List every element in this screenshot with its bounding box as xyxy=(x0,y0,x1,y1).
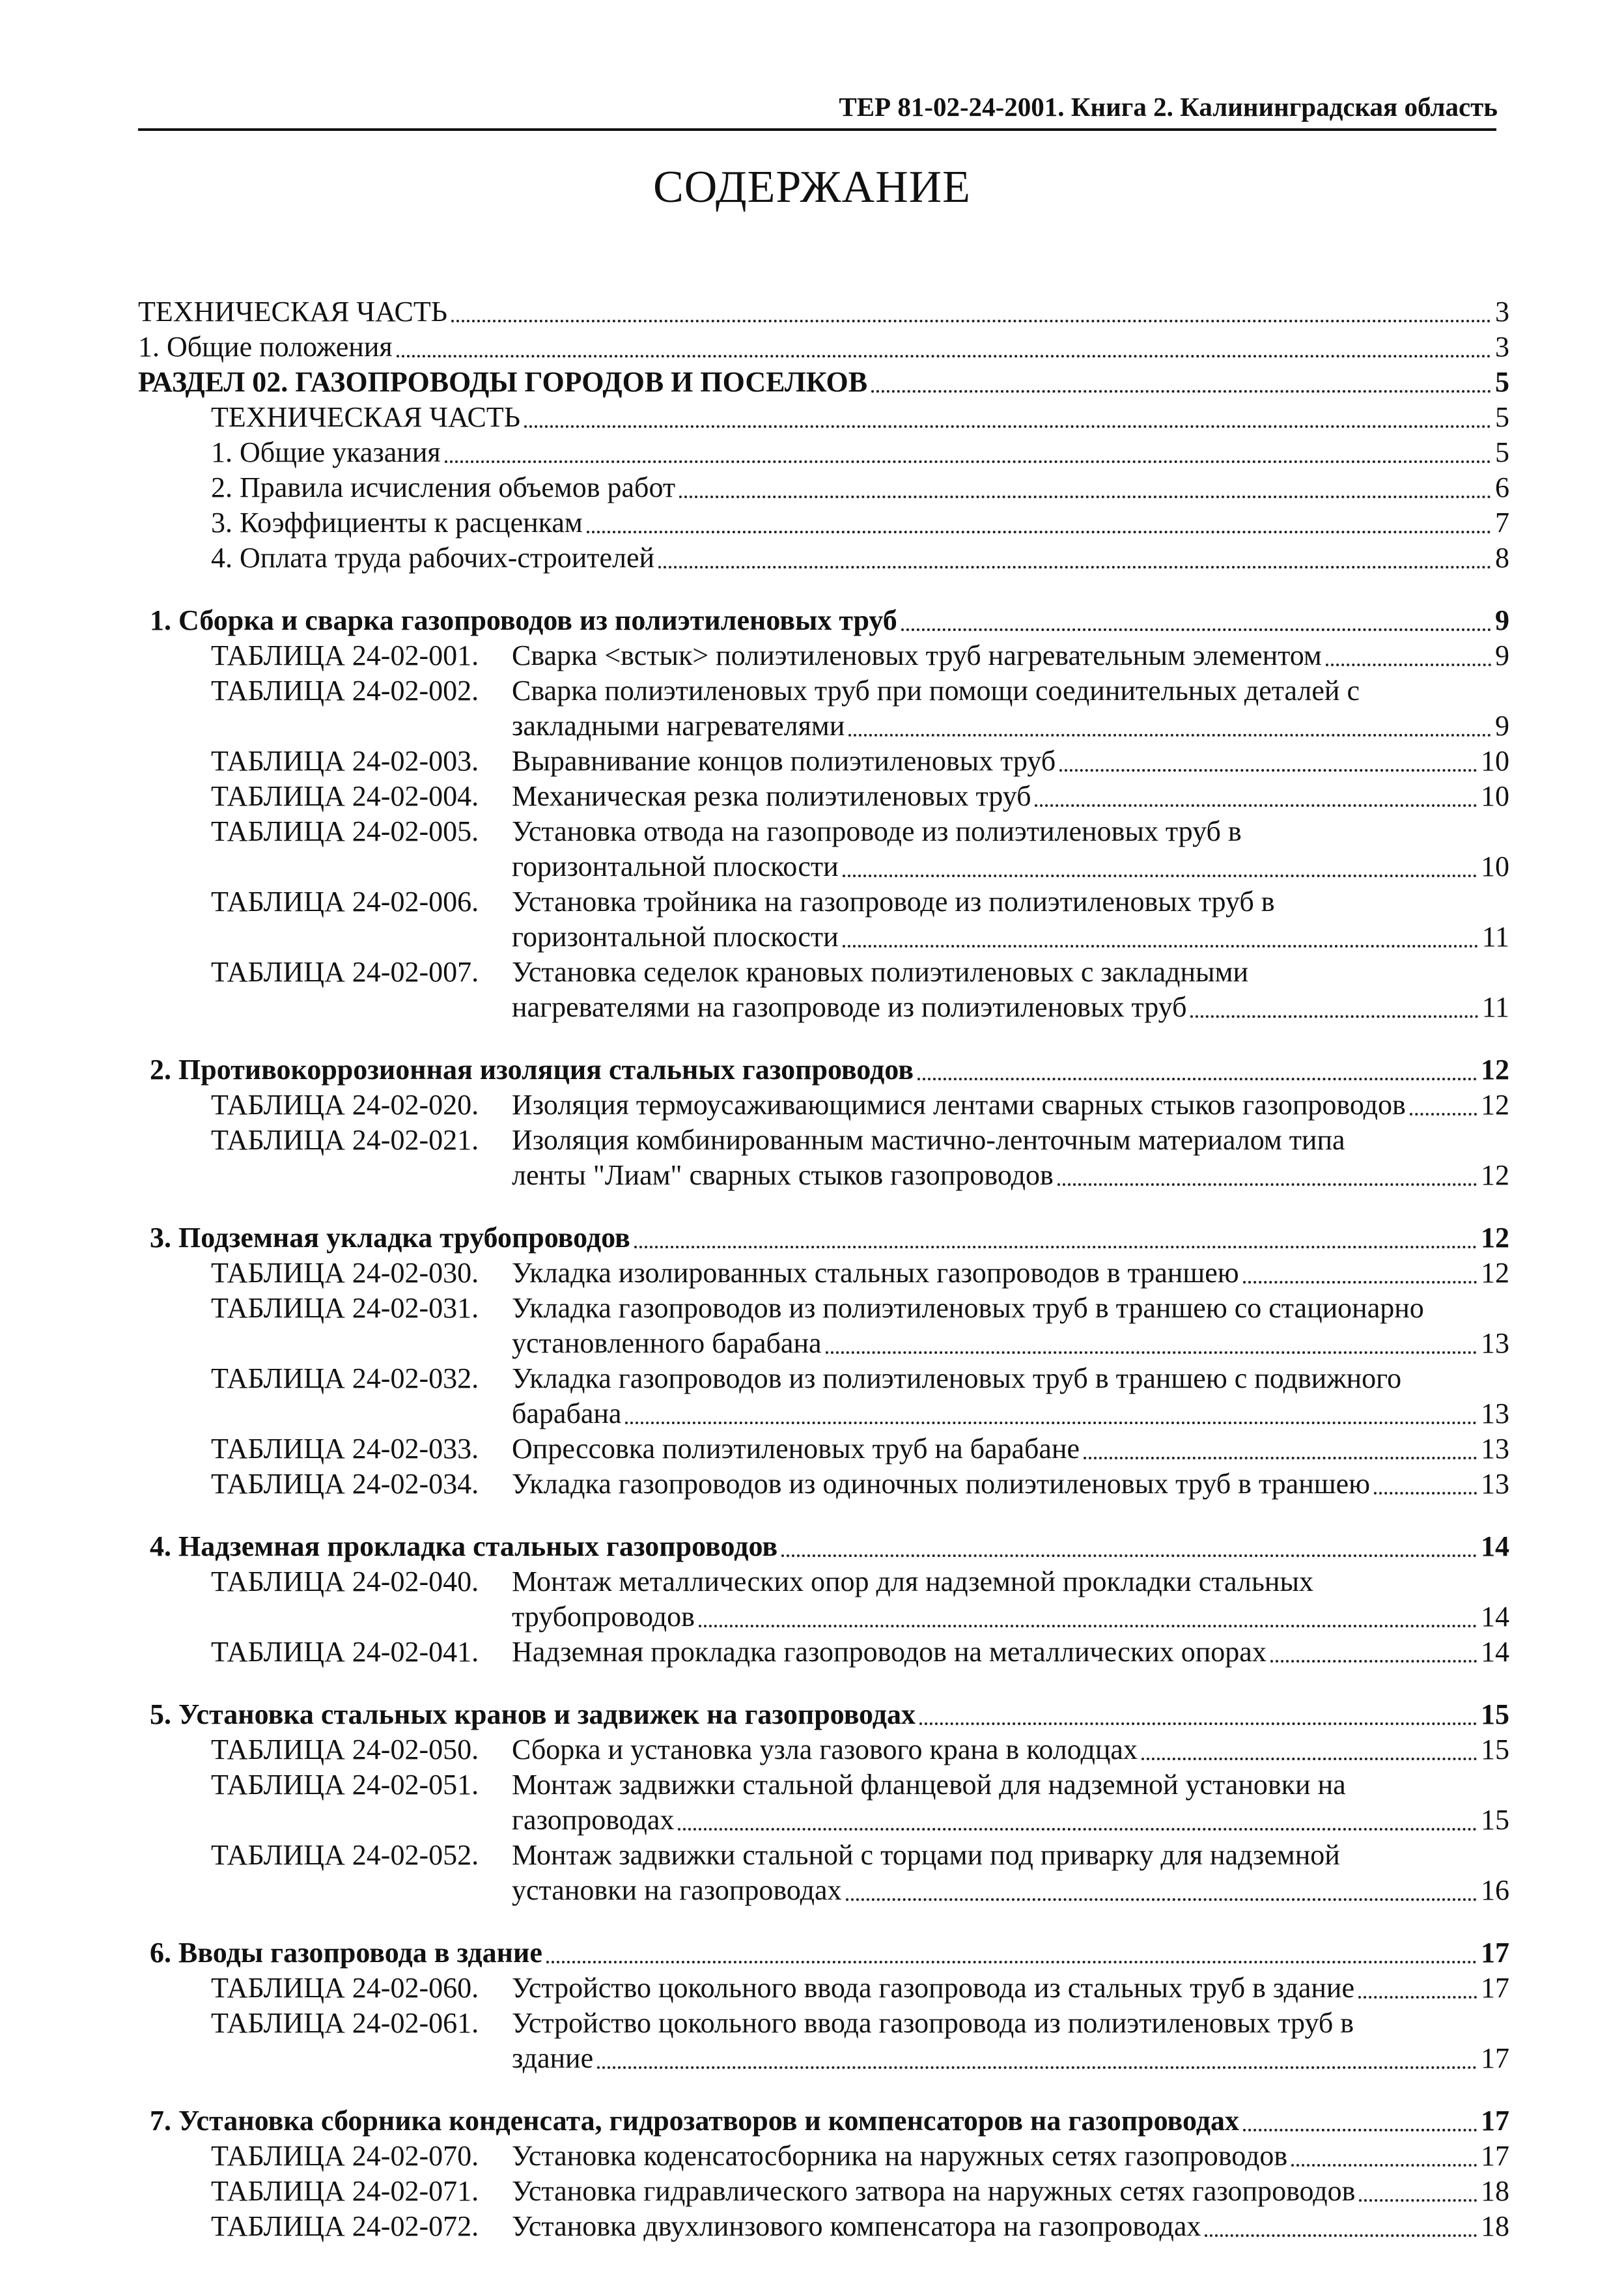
table-number-label: ТАБЛИЦА 24-02-034. xyxy=(211,1468,479,1500)
toc-entry-line xyxy=(150,603,1509,638)
table-number-label: ТАБЛИЦА 24-02-030. xyxy=(211,1257,479,1289)
table-number-label: ТАБЛИЦА 24-02-061. xyxy=(211,2007,479,2039)
table-number-label: ТАБЛИЦА 24-02-070. xyxy=(211,2140,479,2172)
toc-page-number: 11 xyxy=(1481,921,1509,953)
toc-entry xyxy=(138,849,1509,884)
toc-entry-text: 7. Установка сборника конденсата, гидрозатворов и компенсаторов на газопроводах xyxy=(150,2105,1239,2137)
toc-entry-line xyxy=(512,1088,1509,1123)
toc-entry xyxy=(138,2041,1509,2076)
dot-leader xyxy=(397,355,1491,358)
toc-entry-text: Установка коденсатосборника на наружных сетях газопроводов xyxy=(512,2140,1288,2172)
toc-entry-text: Установка седелок крановых полиэтиленовых с закладными xyxy=(512,956,1249,988)
dot-leader xyxy=(848,734,1491,737)
toc-page-number: 16 xyxy=(1481,1874,1509,1906)
toc-page-number: 10 xyxy=(1481,850,1509,882)
toc-entry-text: 2. Правила исчисления объемов работ xyxy=(211,471,676,503)
toc-table-entry xyxy=(138,1564,1509,1599)
toc-entry-line xyxy=(512,673,1509,709)
toc-entry-line xyxy=(150,1935,1509,1971)
toc-table-entry xyxy=(138,1291,1509,1326)
toc-page-number: 12 xyxy=(1481,1222,1509,1254)
toc-page-number: 13 xyxy=(1481,1327,1509,1359)
toc-entry xyxy=(138,1158,1509,1193)
toc-entry-line xyxy=(512,1158,1509,1193)
toc-page-number: 12 xyxy=(1481,1054,1509,1086)
toc-page-number: 9 xyxy=(1495,710,1509,742)
toc-entry-text: 3. Подземная укладка трубопроводов xyxy=(150,1222,630,1254)
toc-page-number: 10 xyxy=(1481,780,1509,812)
toc-entry xyxy=(138,435,1509,470)
dot-leader xyxy=(1084,1457,1477,1459)
toc-table-entry xyxy=(138,1971,1509,2006)
toc-entry-text: 1. Общие положения xyxy=(138,331,393,363)
toc-entry-text: Укладка газопроводов из полиэтиленовых труб в траншею с подвижного xyxy=(512,1362,1402,1394)
toc-entry-text: Сварка полиэтиленовых труб при помощи соединительных деталей с xyxy=(512,675,1360,707)
toc-entry-line xyxy=(512,1396,1509,1431)
toc-entry-line xyxy=(512,1361,1509,1396)
toc-entry-line xyxy=(512,1635,1509,1670)
toc-entry-line xyxy=(512,1123,1509,1158)
table-number-label: ТАБЛИЦА 24-02-001. xyxy=(211,639,479,671)
toc-page-number: 12 xyxy=(1481,1159,1509,1191)
toc-entry-text: ТЕХНИЧЕСКАЯ ЧАСТЬ xyxy=(211,401,521,433)
toc-entry-line xyxy=(512,884,1509,920)
toc-table-entry xyxy=(138,1361,1509,1396)
toc-entry-line xyxy=(512,2209,1509,2244)
toc-entry xyxy=(138,330,1509,365)
table-number-label: ТАБЛИЦА 24-02-033. xyxy=(211,1433,479,1465)
toc-table-entry xyxy=(138,1431,1509,1467)
toc-entry-line xyxy=(512,744,1509,779)
dot-leader xyxy=(901,628,1491,631)
toc-entry-text: Механическая резка полиэтиленовых труб xyxy=(512,780,1031,812)
toc-page-number: 17 xyxy=(1481,2140,1509,2172)
toc-table-entry xyxy=(138,1088,1509,1123)
toc-table-entry xyxy=(138,2174,1509,2209)
toc-page-number: 15 xyxy=(1481,1734,1509,1765)
toc-entry-line xyxy=(512,2139,1509,2174)
dot-leader xyxy=(678,1828,1477,1831)
dot-leader xyxy=(1190,1015,1477,1018)
toc-page-number: 10 xyxy=(1481,745,1509,777)
toc-entry-text: Монтаж металлических опор для надземной прокладки стальных xyxy=(512,1566,1314,1597)
toc-entry-text: нагревателями на газопроводе из полиэтиленовых труб xyxy=(512,991,1187,1023)
toc-entry-text: Выравнивание концов полиэтиленовых труб xyxy=(512,745,1056,777)
toc-entry-text: газопроводах xyxy=(512,1804,675,1836)
toc-entry xyxy=(138,990,1509,1025)
toc-entry-line xyxy=(512,814,1509,849)
dot-leader xyxy=(587,531,1491,533)
toc-entry-line xyxy=(138,294,1509,330)
toc-entry-text: 2. Противокоррозионная изоляция стальных газопроводов xyxy=(150,1054,914,1086)
toc-entry-text: Сварка <встык> полиэтиленовых труб нагревательным элементом xyxy=(512,639,1322,671)
header-rule xyxy=(138,128,1496,131)
toc-entry xyxy=(138,294,1509,330)
toc-page-number: 11 xyxy=(1481,991,1509,1023)
toc-entry xyxy=(138,920,1509,955)
toc-section-heading xyxy=(138,1697,1509,1732)
toc-entry-line xyxy=(512,1732,1509,1767)
toc-page-number: 13 xyxy=(1481,1468,1509,1500)
toc-entry-line xyxy=(512,1767,1509,1803)
toc-page-number: 14 xyxy=(1481,1601,1509,1633)
toc-table-entry xyxy=(138,1635,1509,1670)
toc-entry xyxy=(138,1599,1509,1635)
toc-entry-line xyxy=(512,990,1509,1025)
toc-table-entry xyxy=(138,955,1509,990)
toc-page-number: 17 xyxy=(1481,1937,1509,1969)
toc-page-number: 17 xyxy=(1481,1972,1509,2004)
toc-page-number: 14 xyxy=(1481,1636,1509,1668)
toc-entry xyxy=(138,1803,1509,1838)
toc-entry-text: 4. Оплата труда рабочих-строителей xyxy=(211,542,655,574)
toc-entry-line xyxy=(150,1220,1509,1256)
toc-page-number: 15 xyxy=(1481,1804,1509,1836)
dot-leader xyxy=(1035,804,1477,807)
dot-leader xyxy=(1243,1281,1477,1284)
toc-table-entry xyxy=(138,1256,1509,1291)
table-number-label: ТАБЛИЦА 24-02-021. xyxy=(211,1124,479,1156)
toc-entry-line xyxy=(512,849,1509,884)
toc-entry-line xyxy=(150,1052,1509,1088)
table-number-label: ТАБЛИЦА 24-02-040. xyxy=(211,1566,479,1597)
toc-page-number: 7 xyxy=(1495,507,1509,539)
table-number-label: ТАБЛИЦА 24-02-052. xyxy=(211,1839,479,1871)
table-number-label: ТАБЛИЦА 24-02-031. xyxy=(211,1292,479,1324)
toc-entry-text: трубопроводов xyxy=(512,1601,695,1633)
toc-page-number: 13 xyxy=(1481,1433,1509,1465)
toc-entry-line xyxy=(512,709,1509,744)
toc-entry-line xyxy=(512,955,1509,990)
toc-entry-text: ТЕХНИЧЕСКАЯ ЧАСТЬ xyxy=(138,296,448,328)
toc-entry-text: закладными нагревателями xyxy=(512,710,845,742)
table-number-label: ТАБЛИЦА 24-02-032. xyxy=(211,1362,479,1394)
toc-table-entry xyxy=(138,744,1509,779)
table-of-contents xyxy=(138,294,1509,2244)
toc-entry-line xyxy=(512,1873,1509,1908)
toc-entry-text: 1. Общие указания xyxy=(211,436,441,468)
dot-leader xyxy=(1291,2164,1477,2167)
toc-entry-text: Устройство цокольного ввода газопровода из полиэтиленовых труб в xyxy=(512,2007,1354,2039)
toc-entry-text: Установка гидравлического затвора на наружных сетях газопроводов xyxy=(512,2175,1356,2207)
toc-entry-text: Изоляция комбинированным мастично-ленточным материалом типа xyxy=(512,1124,1345,1156)
toc-page-number: 3 xyxy=(1495,331,1509,363)
toc-table-entry xyxy=(138,673,1509,709)
dot-leader xyxy=(445,460,1491,463)
dot-leader xyxy=(1270,1660,1477,1663)
toc-entry-line xyxy=(512,1256,1509,1291)
toc-page-number: 9 xyxy=(1495,604,1509,636)
dot-leader xyxy=(1359,2199,1477,2202)
dot-leader xyxy=(658,566,1491,569)
toc-section-heading xyxy=(138,603,1509,638)
toc-entry-text: Надземная прокладка газопроводов на металлических опорах xyxy=(512,1636,1267,1668)
running-header: ТЕР 81-02-24-2001. Книга 2. Калининградская область xyxy=(839,92,1498,122)
toc-entry-line xyxy=(512,1326,1509,1361)
dot-leader xyxy=(919,1722,1477,1725)
toc-table-entry xyxy=(138,1123,1509,1158)
toc-entry-text: Установка тройника на газопроводе из полиэтиленовых труб в xyxy=(512,886,1275,918)
dot-leader xyxy=(597,2066,1477,2069)
toc-entry-line xyxy=(512,920,1509,955)
toc-entry-line xyxy=(211,470,1509,505)
toc-entry-line xyxy=(211,541,1509,576)
dot-leader xyxy=(625,1422,1477,1424)
toc-page-number: 15 xyxy=(1481,1698,1509,1730)
toc-page-number: 13 xyxy=(1481,1397,1509,1429)
table-number-label: ТАБЛИЦА 24-02-020. xyxy=(211,1089,479,1121)
toc-page-number: 12 xyxy=(1481,1089,1509,1121)
toc-entry-text: горизонтальной плоскости xyxy=(512,850,839,882)
dot-leader xyxy=(1326,664,1491,666)
table-number-label: ТАБЛИЦА 24-02-003. xyxy=(211,745,479,777)
toc-page-number: 8 xyxy=(1495,542,1509,574)
toc-table-entry xyxy=(138,814,1509,849)
toc-entry xyxy=(138,541,1509,576)
toc-entry-line xyxy=(150,1697,1509,1732)
dot-leader xyxy=(843,875,1477,877)
toc-section-heading xyxy=(138,365,1509,400)
toc-table-entry xyxy=(138,2209,1509,2244)
toc-page-number: 5 xyxy=(1495,436,1509,468)
toc-entry-line xyxy=(138,365,1509,400)
table-number-label: ТАБЛИЦА 24-02-051. xyxy=(211,1769,479,1801)
dot-leader xyxy=(781,1554,1477,1557)
toc-entry-line xyxy=(512,2006,1509,2041)
dot-leader xyxy=(871,390,1491,393)
toc-entry-text: Монтаж задвижки стальной фланцевой для надземной установки на xyxy=(512,1769,1346,1801)
dot-leader xyxy=(843,945,1478,948)
toc-entry-text: Укладка газопроводов из одиночных полиэтиленовых труб в траншею xyxy=(512,1468,1371,1500)
toc-entry-text: Изоляция термоусаживающимися лентами сварных стыков газопроводов xyxy=(512,1089,1406,1121)
toc-entry-line xyxy=(512,779,1509,814)
toc-table-entry xyxy=(138,884,1509,920)
toc-entry-line xyxy=(512,1838,1509,1873)
toc-entry xyxy=(138,400,1509,435)
toc-entry-text: Укладка изолированных стальных газопроводов в траншею xyxy=(512,1257,1239,1289)
toc-entry xyxy=(138,1326,1509,1361)
toc-section-heading xyxy=(138,1220,1509,1256)
toc-page-number: 12 xyxy=(1481,1257,1509,1289)
dot-leader xyxy=(917,1078,1477,1080)
dot-leader xyxy=(451,320,1491,322)
toc-section-heading xyxy=(138,1052,1509,1088)
table-number-label: ТАБЛИЦА 24-02-060. xyxy=(211,1972,479,2004)
dot-leader xyxy=(1205,2234,1477,2237)
toc-entry xyxy=(138,1873,1509,1908)
toc-section-heading xyxy=(138,1529,1509,1564)
dot-leader xyxy=(1358,1996,1477,1999)
toc-table-entry xyxy=(138,1838,1509,1873)
page-title: СОДЕРЖАНИЕ xyxy=(653,162,971,212)
toc-entry-text: 5. Установка стальных кранов и задвижек на газопроводах xyxy=(150,1698,916,1730)
dot-leader xyxy=(1059,769,1477,772)
toc-entry xyxy=(138,470,1509,505)
toc-entry xyxy=(138,709,1509,744)
toc-entry-line xyxy=(512,1971,1509,2006)
dot-leader xyxy=(546,1961,1477,1963)
toc-entry-text: 6. Вводы газопровода в здание xyxy=(150,1937,542,1969)
toc-entry-text: Опрессовка полиэтиленовых труб на барабане xyxy=(512,1433,1080,1465)
toc-page-number: 5 xyxy=(1495,401,1509,433)
toc-table-entry xyxy=(138,2139,1509,2174)
toc-entry-text: 3. Коэффициенты к расценкам xyxy=(211,507,583,539)
toc-entry-line xyxy=(150,1529,1509,1564)
toc-entry-line xyxy=(138,330,1509,365)
dot-leader xyxy=(846,1898,1477,1901)
toc-entry-line xyxy=(150,2103,1509,2139)
toc-entry-text: барабана xyxy=(512,1397,622,1429)
toc-entry-line xyxy=(211,435,1509,470)
toc-entry-line xyxy=(211,400,1509,435)
toc-entry-line xyxy=(211,505,1509,541)
toc-entry-text: РАЗДЕЛ 02. ГАЗОПРОВОДЫ ГОРОДОВ И ПОСЕЛКОВ xyxy=(138,366,868,398)
toc-table-entry xyxy=(138,638,1509,673)
toc-entry-text: установленного барабана xyxy=(512,1327,822,1359)
toc-entry-text: Монтаж задвижки стальной с торцами под приварку для надземной xyxy=(512,1839,1340,1871)
toc-section-heading xyxy=(138,2103,1509,2139)
dot-leader xyxy=(1141,1758,1477,1760)
dot-leader xyxy=(699,1625,1477,1627)
toc-table-entry xyxy=(138,1467,1509,1502)
toc-entry-text: 1. Сборка и сварка газопроводов из полиэтиленовых труб xyxy=(150,604,897,636)
toc-entry-line xyxy=(512,1803,1509,1838)
toc-entry-text: 4. Надземная прокладка стальных газопроводов xyxy=(150,1530,778,1562)
dot-leader xyxy=(634,1246,1477,1248)
toc-entry-line xyxy=(512,2041,1509,2076)
toc-entry-text: Укладка газопроводов из полиэтиленовых труб в траншею со стационарно xyxy=(512,1292,1424,1324)
dot-leader xyxy=(1374,1492,1477,1495)
toc-entry xyxy=(138,1396,1509,1431)
toc-entry-text: Установка двухлинзового компенсатора на газопроводах xyxy=(512,2210,1201,2242)
toc-page-number: 18 xyxy=(1481,2210,1509,2242)
table-number-label: ТАБЛИЦА 24-02-002. xyxy=(211,675,479,707)
table-number-label: ТАБЛИЦА 24-02-004. xyxy=(211,780,479,812)
toc-entry-line xyxy=(512,2174,1509,2209)
toc-page-number: 17 xyxy=(1481,2042,1509,2074)
toc-entry-line xyxy=(512,1291,1509,1326)
toc-entry-text: ленты "Лиам" сварных стыков газопроводов xyxy=(512,1159,1054,1191)
toc-entry-text: Сборка и установка узла газового крана в колодцах xyxy=(512,1734,1138,1765)
dot-leader xyxy=(826,1351,1477,1354)
table-number-label: ТАБЛИЦА 24-02-006. xyxy=(211,886,479,918)
table-number-label: ТАБЛИЦА 24-02-007. xyxy=(211,956,479,988)
toc-table-entry xyxy=(138,779,1509,814)
table-number-label: ТАБЛИЦА 24-02-072. xyxy=(211,2210,479,2242)
toc-page-number: 6 xyxy=(1495,471,1509,503)
toc-entry-line xyxy=(512,1564,1509,1599)
toc-entry-line xyxy=(512,1467,1509,1502)
toc-entry-text: Установка отвода на газопроводе из полиэтиленовых труб в xyxy=(512,815,1242,847)
toc-section-heading xyxy=(138,1935,1509,1971)
table-number-label: ТАБЛИЦА 24-02-071. xyxy=(211,2175,479,2207)
dot-leader xyxy=(1410,1113,1477,1116)
dot-leader xyxy=(1243,2129,1477,2131)
toc-page-number: 5 xyxy=(1495,366,1509,398)
table-number-label: ТАБЛИЦА 24-02-041. xyxy=(211,1636,479,1668)
toc-page-number: 9 xyxy=(1495,639,1509,671)
toc-page-number: 14 xyxy=(1481,1530,1509,1562)
dot-leader xyxy=(1057,1183,1477,1186)
toc-entry-line xyxy=(512,638,1509,673)
toc-page-number: 18 xyxy=(1481,2175,1509,2207)
table-number-label: ТАБЛИЦА 24-02-050. xyxy=(211,1734,479,1765)
toc-entry-text: установки на газопроводах xyxy=(512,1874,842,1906)
dot-leader xyxy=(679,496,1491,498)
table-number-label: ТАБЛИЦА 24-02-005. xyxy=(211,815,479,847)
toc-table-entry xyxy=(138,1732,1509,1767)
toc-entry xyxy=(138,505,1509,541)
toc-entry-line xyxy=(512,1431,1509,1467)
toc-table-entry xyxy=(138,2006,1509,2041)
toc-entry-text: здание xyxy=(512,2042,594,2074)
toc-page-number: 3 xyxy=(1495,296,1509,328)
toc-entry-line xyxy=(512,1599,1509,1635)
toc-page-number: 17 xyxy=(1481,2105,1509,2137)
toc-entry-text: Устройство цокольного ввода газопровода из стальных труб в здание xyxy=(512,1972,1355,2004)
dot-leader xyxy=(524,425,1491,428)
toc-table-entry xyxy=(138,1767,1509,1803)
toc-entry-text: горизонтальной плоскости xyxy=(512,921,839,953)
